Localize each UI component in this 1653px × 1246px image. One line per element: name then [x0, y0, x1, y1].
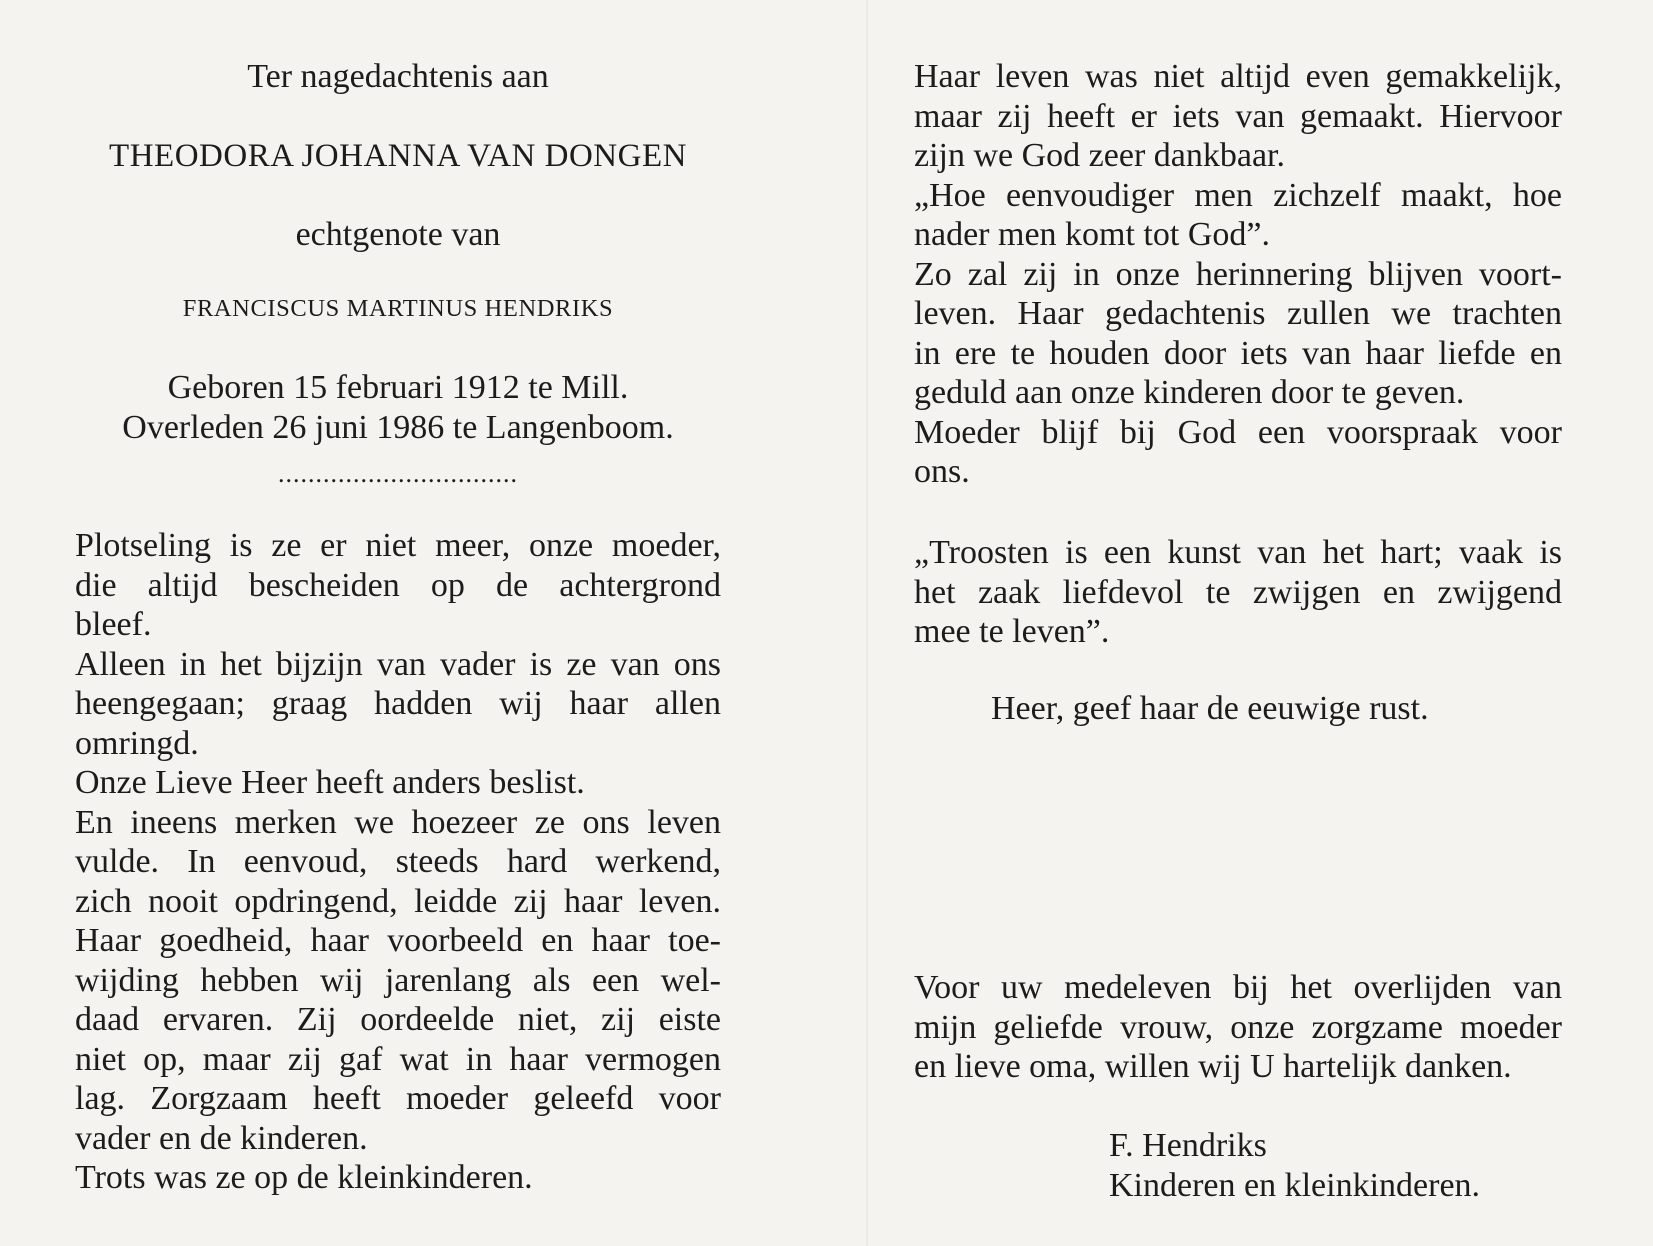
body-line: daad ervaren. Zij oordeelde niet, zij eiste	[75, 1001, 721, 1038]
body-line: maar zij heeft er iets van gemaakt. Hiervoor	[914, 97, 1562, 135]
body-line: die altijd bescheiden op de achtergrond	[75, 566, 721, 604]
body-line: wijding hebben wij jarenlang als een wel-	[75, 961, 721, 999]
body-line: „Hoe eenvoudiger men zichzelf maakt, hoe	[914, 176, 1562, 214]
body-line: lag. Zorgzaam heeft moeder geleefd voor	[75, 1080, 721, 1117]
body-line: Haar goedheid, haar voorbeeld en haar toe-	[75, 922, 721, 959]
body-line: omringd.	[75, 724, 199, 762]
quote-block	[914, 533, 1562, 652]
quote-line: het zaak liefdevol te zwijgen en zwijgend	[914, 573, 1562, 611]
quote-line: „Troosten is een kunst van het hart; vaak is	[914, 534, 1562, 571]
thanks-line: mijn geliefde vrouw, onze zorgzame moeder	[914, 1008, 1562, 1046]
body-line: bleef.	[75, 606, 152, 643]
body-line: vulde. In eenvoud, steeds hard werkend,	[75, 843, 721, 880]
body-line: Haar leven was niet altijd even gemakkelijk,	[914, 58, 1562, 95]
thanks-line: en lieve oma, willen wij U hartelijk danken.	[914, 1048, 1512, 1085]
body-line: Plotseling is ze er niet meer, onze moeder,	[75, 527, 721, 564]
body-line: niet op, maar zij gaf wat in haar vermogen	[75, 1040, 721, 1078]
body-line: heengegaan; graag hadden wij haar allen	[75, 685, 721, 722]
family-line: Kinderen en kleinkinderen.	[1109, 1167, 1481, 1204]
body-line: Zo zal zij in onze herinnering blijven voort-	[914, 255, 1562, 293]
quote-line: mee te leven”.	[914, 613, 1110, 650]
death-line: Overleden 26 juni 1986 te Langenboom.	[122, 409, 674, 446]
spouse-intro: echtgenote van	[295, 216, 501, 253]
body-line: Alleen in het bijzijn van vader is ze van ons	[75, 645, 721, 683]
card-fold	[866, 0, 868, 1246]
right-paragraph-1	[914, 57, 1562, 492]
deceased-name: THEODORA JOHANNA VAN DONGEN	[109, 138, 687, 174]
body-line: geduld aan onze kinderen door te geven.	[914, 374, 1465, 411]
body-line: nader men komt tot God”.	[914, 216, 1270, 253]
thanks-block	[914, 968, 1562, 1087]
separator-dots: ................................	[278, 459, 518, 488]
signature: F. Hendriks	[1109, 1127, 1267, 1164]
birth-line: Geboren 15 februari 1912 te Mill.	[167, 369, 629, 406]
body-line: vader en de kinderen.	[75, 1119, 368, 1157]
body-line: zich nooit opdringend, leidde zij haar leven.	[75, 882, 721, 920]
body-line: ons.	[914, 453, 970, 490]
body-line: Onze Lieve Heer heeft anders beslist.	[75, 764, 585, 801]
in-memory-heading: Ter nagedachtenis aan	[247, 58, 549, 95]
body-line: En ineens merken we hoezeer ze ons leven	[75, 803, 721, 841]
body-line: leven. Haar gedachtenis zullen we trachten	[914, 295, 1562, 332]
body-line: zijn we God zeer dankbaar.	[914, 137, 1285, 174]
thanks-line: Voor uw medeleven bij het overlijden van	[914, 969, 1562, 1006]
spouse-name: FRANCISCUS MARTINUS HENDRIKS	[182, 295, 614, 322]
body-line: in ere te houden door iets van haar liefde en	[914, 334, 1562, 372]
body-line: Moeder blijf bij God een voorspraak voor	[914, 413, 1562, 451]
left-body-text	[75, 526, 721, 1198]
prayer-line: Heer, geef haar de eeuwige rust.	[991, 690, 1429, 727]
body-line: Trots was ze op de kleinkinderen.	[75, 1159, 533, 1196]
